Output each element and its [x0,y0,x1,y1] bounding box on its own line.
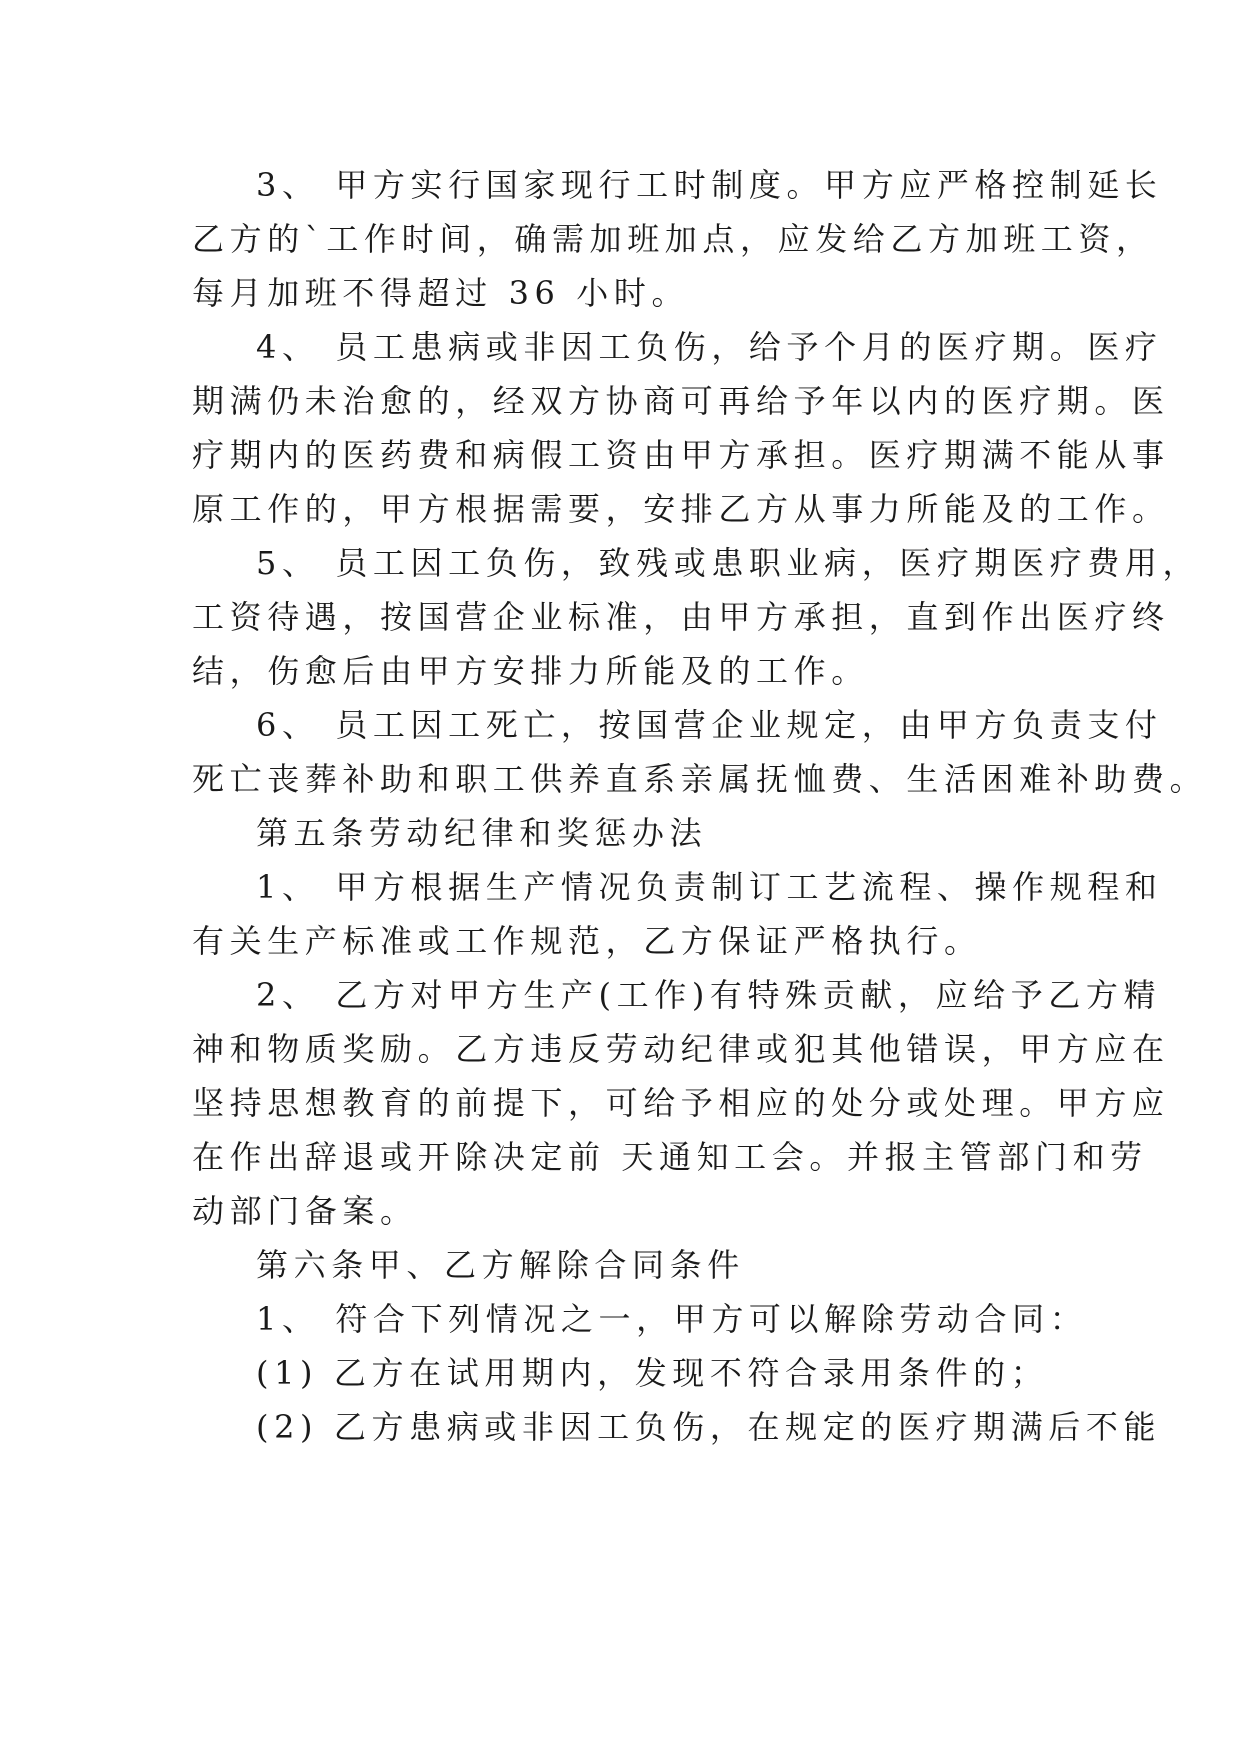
text-line: 1、 甲方根据生产情况负责制订工艺流程、操作规程和 [256,868,1163,906]
text-line: 死亡丧葬补助和职工供养直系亲属抚恤费、生活困难补助费。 [192,760,1208,798]
text-line: 结，伤愈后由甲方安排力所能及的工作。 [192,652,869,690]
text-line: 工资待遇，按国营企业标准，由甲方承担，直到作出医疗终 [192,598,1170,636]
text-line: 疗期内的医药费和病假工资由甲方承担。医疗期满不能从事 [192,436,1170,474]
section-heading: 第六条甲、乙方解除合同条件 [256,1246,745,1284]
text-line: (2) 乙方患病或非因工负伤，在规定的医疗期满后不能 [256,1408,1162,1446]
text-line: 4、 员工患病或非因工负伤，给予个月的医疗期。医疗 [256,328,1163,366]
text-line: 5、 员工因工负伤，致残或患职业病，医疗期医疗费用， [256,544,1201,582]
text-line: 坚持思想教育的前提下，可给予相应的处分或处理。甲方应 [192,1084,1170,1122]
text-line: 有关生产标准或工作规范，乙方保证严格执行。 [192,922,982,960]
text-line: 原工作的，甲方根据需要，安排乙方从事力所能及的工作。 [192,490,1170,528]
text-line: 2、 乙方对甲方生产(工作)有特殊贡献，应给予乙方精 [256,976,1162,1014]
text-line: (1) 乙方在试用期内，发现不符合录用条件的； [256,1354,1049,1392]
text-line: 每月加班不得超过 36 小时。 [192,274,690,312]
text-line: 在作出辞退或开除决定前 天通知工会。并报主管部门和劳 [192,1138,1148,1176]
text-line: 6、 员工因工死亡，按国营企业规定，由甲方负责支付 [256,706,1163,744]
text-line: 3、 甲方实行国家现行工时制度。甲方应严格控制延长 [256,166,1163,204]
section-heading: 第五条劳动纪律和奖惩办法 [256,814,708,852]
text-line: 神和物质奖励。乙方违反劳动纪律或犯其他错误，甲方应在 [192,1030,1170,1068]
text-line: 动部门备案。 [192,1192,418,1230]
text-line: 1、 符合下列情况之一，甲方可以解除劳动合同： [256,1300,1088,1338]
text-line: 乙方的`工作时间，确需加班加点，应发给乙方加班工资， [192,220,1154,258]
text-line: 期满仍未治愈的，经双方协商可再给予年以内的医疗期。医 [192,382,1170,420]
